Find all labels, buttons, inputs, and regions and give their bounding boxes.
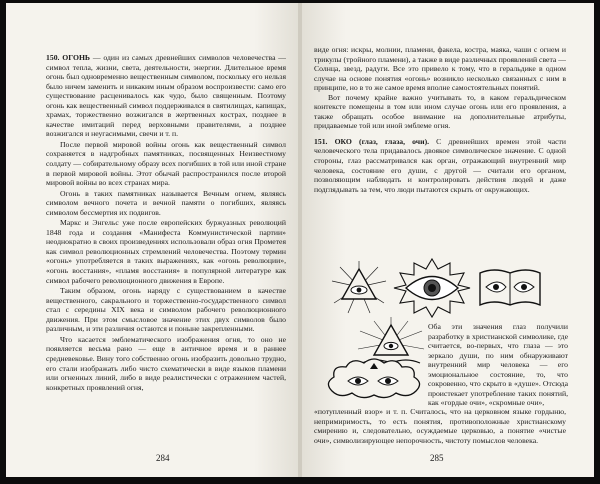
entry-150-number: 150. [46,53,60,62]
entry-150 [46,53,286,139]
eye-in-book-icon [478,267,542,309]
right-page-text [314,45,566,194]
left-page [6,3,298,477]
paragraph: виде огня: искры, молнии, пламени, факела, костра, маяка, чаши с огнем и трикулы (тройного пламени), а также в виде различных проявлений света — Солнца, звезд, радуги. Все это привело к тому, что в геральдике в одном случае на основе понятия «огонь» возникло несколько связанных с ним в принципе, но в то же самое время вполне самостоятельных понятий. [314,45,566,93]
paragraph: Оба эти значения глаз получили разработку в христианской символике, где считается, во-первых, что глаза — это зеркало души, по ним обнаруживают внутренний мир человека — его эмоциональное состояние, то, что сокровенно, что скрыто в «душе». Отсюда проистекает употребление таких понятий, как «гордые очи», «скромные очи», [428,322,568,408]
paragraph: Маркс и Энгельс уже после европейских буржуазных революций 1848 года и создания «Манифеста Коммунистической партии» неоднократно в своих произведениях использовали образ огня Прометея как символ революционных стремлений человечества. Поэтому термин «огонь» употребляется в таких выражениях, как «огонь революции», «огонь восстания», «пламя восстания» в популярной литературе как символ рабочего революционного движения в Европе. [46,218,286,285]
paragraph: — один из самых древнейших символов человечества — символ тепла, жизни, света, деятельности, энергии. Длительное время огонь был одновременно вещественным символом, поскольку его нельзя было ничем заменить и никаким иным образом воспроизвести: само его существование расценивалось как чудо, было священным. Поэтому огонь как вещественный символ поддерживался в святилищах, капищах, храмах, торжественно возжигался в жертвенных кострах, позднее в качестве имитаций перед верховными правителями, а позднее возжигался и неугасимыми, свечи и т. п. [46,53,286,139]
radiant-eye-icon [392,257,472,319]
paragraph: Что касается эмблематического изображения огня, то оно не появляется весьма рано — еще в античное время и в раннее средневековье. Вину того собственно огонь изобразить довольно трудно, его стали изображать либо чисто схематически в виде языков пламени или огненных линий, либо в виде реалистически с отражением частей, конкретных проявлений огня, [46,334,286,392]
paragraph: Вот почему крайне важно учитывать то, в каком геральдическом контексте помещены в том или ином случае огонь или его проявления, а также обращать особое внимание на дополнительные атрибуты, придаваемые той или иной эмблеме огня. [314,92,566,131]
entry-151 [314,137,566,194]
eye-in-clouds-icon [322,353,426,401]
entry-150-title: ОГОНЬ [62,53,91,62]
side-text [428,322,568,408]
entry-151-subtitle: (глаз, глаза, очи). [359,136,430,146]
bottom-text [314,407,566,445]
paragraph: Таким образом, огонь наряду с существованием в качестве вещественного, сакрального и торжественно-государственного символ стал с середины XIX века и символом рабочего революционного движения. При этом смысловое значение этих двух символов было различным, и эти различия остаются и поныне закрепленными. [46,286,286,334]
page-number: 284 [156,453,170,463]
paragraph: «потупленный взор» и т. п. Считалось, что на церковном языке гордыню, непримиримость, то есть понятия, противоположные христианскому смирению и, следовательно, осуждаемые церковью, а понятие «чистые очи», символизирующее непорочность, чистоту помыслов человека. [314,407,566,445]
paragraph: С древнейших времен этой части человеческого тела придавалось двоякое символическое значение. С одной стороны, глаз рассматривался как орган, отражающий внутренний мир человека, состояние его души, с другой — считали его органом, позволяющим наблюдать и контролировать действия людей и даже подглядывать за тем, что люди пытаются скрыть от окружающих. [314,136,566,194]
right-page [302,3,594,477]
left-page-text [46,53,286,392]
page-number: 285 [430,453,444,463]
paragraph: Огонь в таких памятниках называется Вечным огнем, являясь символом вечного почета и вечной памяти о погибших, являясь символом бессмертия их подвигов. [46,188,286,217]
entry-151-title: ОКО [334,136,352,146]
entry-151-number: 151. [314,136,328,146]
eye-in-triangle-icon [328,259,390,315]
book-spread [6,3,594,477]
paragraph: После первой мировой войны огонь как вещественный символ сохраняется в надгробных памятниках, посвященных Неизвестному солдату — собирательному образу всех погибших в той или иной стране в первой мировой войны. Этот обычай распространился после второй мировой войны во всех странах мира. [46,139,286,188]
